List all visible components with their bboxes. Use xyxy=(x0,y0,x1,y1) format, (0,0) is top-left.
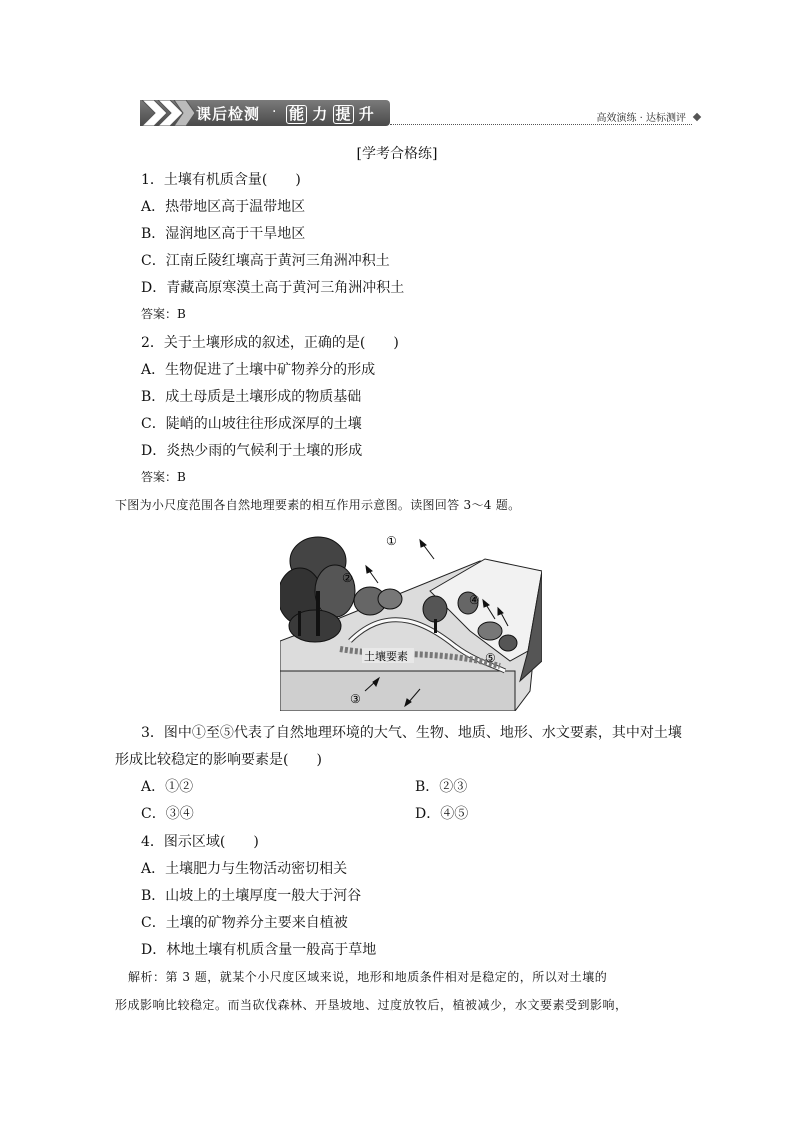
chevron-arrows-icon xyxy=(140,100,196,126)
banner-right-text: 高效演练 · 达标测评 xyxy=(596,113,686,124)
banner-subtitle-char: 能 xyxy=(286,105,307,124)
question-option: B．山坡上的土壤厚度一般大于河谷 xyxy=(141,888,362,904)
question-option: D．④⑤ xyxy=(415,806,469,822)
question-option: D．炎热少雨的气候利于土壤的形成 xyxy=(141,443,363,459)
question-option: B．②③ xyxy=(415,779,468,795)
marker-1: ① xyxy=(386,534,397,548)
banner-subtitle-char: 提 xyxy=(333,105,354,124)
question-option: D．林地土壤有机质含量一般高于草地 xyxy=(141,942,377,958)
question-option: A．热带地区高于温带地区 xyxy=(141,199,306,215)
banner-title: 课后检测 xyxy=(196,105,261,123)
answer-text: 答案：B xyxy=(141,307,186,321)
banner-separator: · xyxy=(272,104,277,120)
question-stem: 2．关于土壤形成的叙述，正确的是( ) xyxy=(141,335,399,351)
question-stem: 4．图示区域( ) xyxy=(141,834,259,850)
question-option: C．江南丘陵红壤高于黄河三角洲冲积土 xyxy=(141,253,390,269)
section-title: [学考合格练] xyxy=(356,146,438,162)
diamond-icon xyxy=(693,113,701,121)
question-option: A．生物促进了土壤中矿物养分的形成 xyxy=(141,362,376,378)
answer-text: 答案：B xyxy=(141,470,186,484)
banner-subtitle-char: 力 xyxy=(312,105,328,123)
analysis-text: 解析：第 3 题，就某个小尺度区域来说，地形和地质条件相对是稳定的，所以对土壤的 xyxy=(128,970,608,984)
marker-3: ③ xyxy=(350,692,361,706)
question-option: D．青藏高原寒漠土高于黄河三角洲冲积土 xyxy=(141,280,405,296)
soil-interaction-diagram xyxy=(280,531,542,711)
banner-subtitle-char: 升 xyxy=(358,105,374,123)
analysis-text: 形成影响比较稳定。而当砍伐森林、开垦坡地、过度放牧后，植被减少，水文要素受到影响， xyxy=(115,998,628,1012)
figure-label: 土壤要素 xyxy=(364,650,408,663)
banner-subtitle xyxy=(286,103,374,124)
marker-5: ⑤ xyxy=(485,651,496,665)
question-option: C．土壤的矿物养分主要来自植被 xyxy=(141,915,348,931)
marker-4: ④ xyxy=(469,593,480,607)
figure-intro: 下图为小尺度范围各自然地理要素的相互作用示意图。读图回答 3～4 题。 xyxy=(115,498,521,512)
question-option: A．①② xyxy=(141,779,194,795)
question-option: C．陡峭的山坡往往形成深厚的土壤 xyxy=(141,416,362,432)
question-option: B．成土母质是土壤形成的物质基础 xyxy=(141,389,362,405)
question-option: C．③④ xyxy=(141,806,194,822)
section-banner xyxy=(140,100,700,128)
marker-2: ② xyxy=(342,571,353,585)
question-option: A．土壤肥力与生物活动密切相关 xyxy=(141,861,348,877)
banner-dotted-rule xyxy=(390,124,692,125)
question-stem: 1．土壤有机质含量( ) xyxy=(141,172,301,188)
question-option: B．湿润地区高于干旱地区 xyxy=(141,226,306,242)
question-stem: 3．图中①至⑤代表了自然地理环境的大气、生物、地质、地形、水文要素，其中对土壤 xyxy=(141,725,682,741)
question-stem: 形成比较稳定的影响要素是( ) xyxy=(115,752,322,768)
